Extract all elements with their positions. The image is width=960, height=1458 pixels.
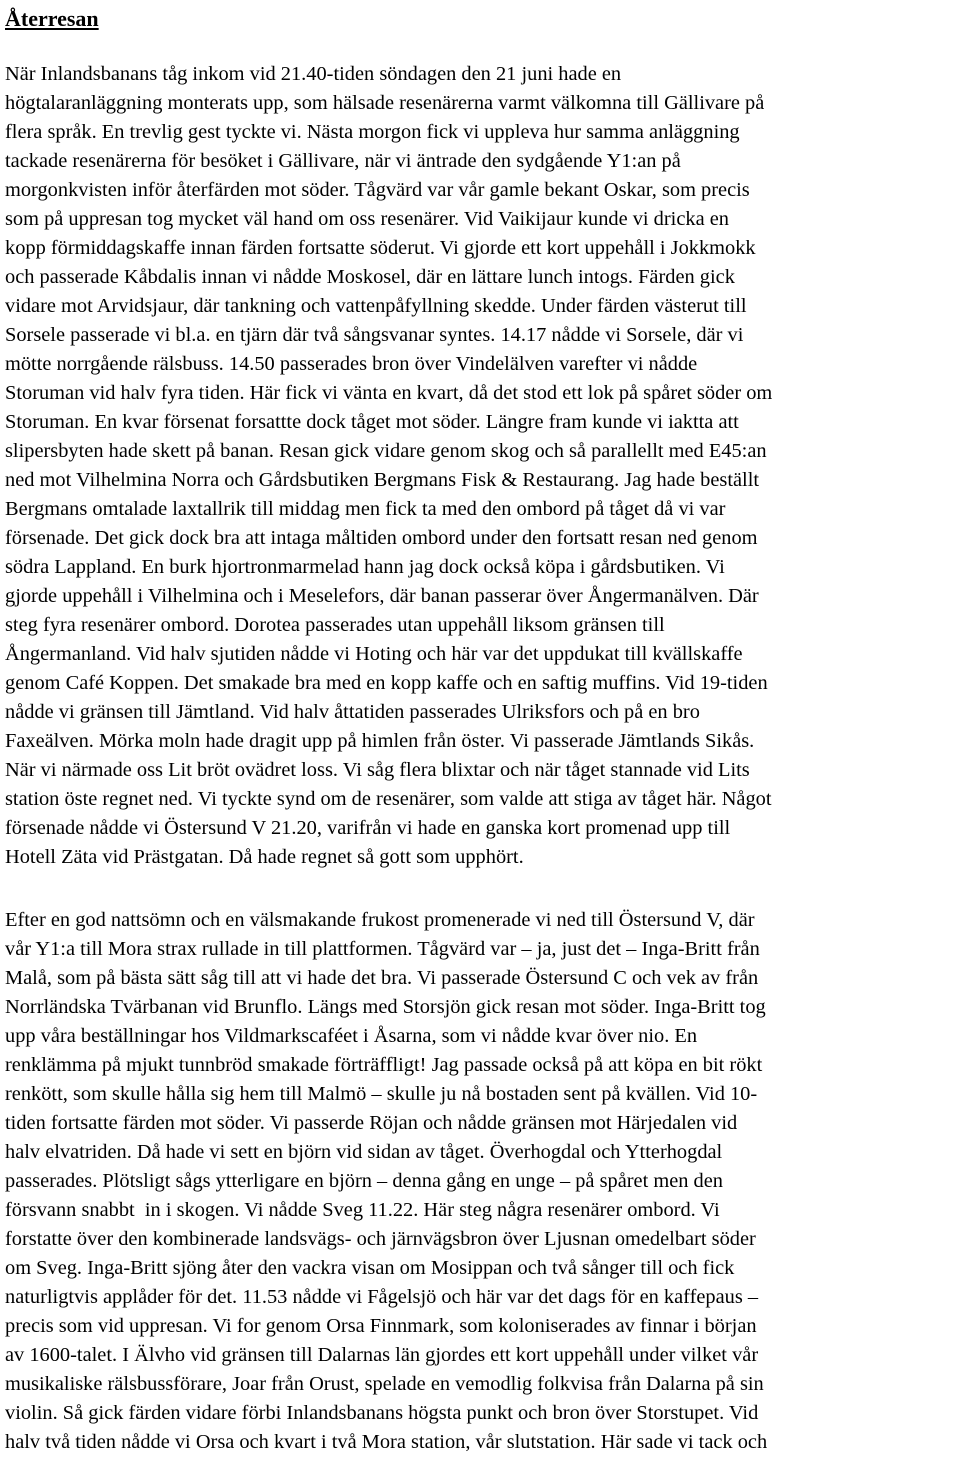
text-line: Ångermanland. Vid halv sjutiden nådde vi Hoting och här var det uppdukat till kvällskaffe <box>5 643 743 665</box>
document-title: Återresan <box>5 6 99 31</box>
text-line: försenade. Det gick dock bra att intaga måltiden ombord under den fortsatt resan ned genom <box>5 527 758 549</box>
paragraph-1 <box>5 60 957 872</box>
text-line: musikaliske rälsbussförare, Joar från Orust, spelade en vemodlig folkvisa från Dalarna på sin <box>5 1373 764 1395</box>
text-line: upp våra beställningar hos Vildmarkscaféet i Åsarna, som vi nådde kvar över nio. En <box>5 1025 698 1047</box>
text-line: station öste regnet ned. Vi tyckte synd om de resenärer, som valde att stiga av tåget här. Något <box>5 788 772 810</box>
text-line: nådde vi gränsen till Jämtland. Vid halv åttatiden passerades Ulriksfors och på en bro <box>5 701 700 723</box>
text-line: När Inlandsbanans tåg inkom vid 21.40-tiden söndagen den 21 juni hade en <box>5 63 622 85</box>
text-line: Malå, som på bästa sätt såg till att vi hade det bra. Vi passerade Östersund C och vek av från <box>5 967 759 989</box>
text-line: När vi närmade oss Lit bröt ovädret loss. Vi såg flera blixtar och när tåget stannade vid Lits <box>5 759 750 781</box>
text-line: naturligtvis applåder för det. 11.53 nådde vi Fågelsjö och här var det dags för en kaffepaus – <box>5 1286 759 1308</box>
text-line: flera språk. En trevlig gest tyckte vi. Nästa morgon fick vi uppleva hur samma anläggning <box>5 121 740 143</box>
text-line: ned mot Vilhelmina Norra och Gårdsbutiken Bergmans Fisk & Restaurang. Jag hade beställt <box>5 469 760 491</box>
text-line: Storuman vid halv fyra tiden. Här fick vi vänta en kvart, då det stod ett lok på spåret söder om <box>5 382 773 404</box>
text-line: tackade resenärerna för besöket i Gällivare, när vi äntrade den sydgående Y1:an på <box>5 150 681 172</box>
text-line: slipersbyten hade skett på banan. Resan gick vidare genom skog och så parallellt med E45:an <box>5 440 767 462</box>
text-line: Hotell Zäta vid Prästgatan. Då hade regnet så gott som upphört. <box>5 846 524 868</box>
text-line: Norrländska Tvärbanan vid Brunflo. Längs med Storsjön gick resan mot söder. Inga-Britt tog <box>5 996 766 1018</box>
text-line: Efter en god nattsömn och en välsmakande frukost promenerade vi ned till Östersund V, där <box>5 909 755 931</box>
text-line: södra Lappland. En burk hjortronmarmelad hann jag dock också köpa i gårdsbutiken. Vi <box>5 556 725 578</box>
text-line: försvann snabbt in i skogen. Vi nådde Sveg 11.22. Här steg några resenärer ombord. Vi <box>5 1199 720 1221</box>
text-line: vidare mot Arvidsjaur, där tankning och vattenpåfyllning skedde. Under färden västerut till <box>5 295 747 317</box>
text-line: genom Café Koppen. Det smakade bra med en kopp kaffe och en saftig muffins. Vid 19-tiden <box>5 672 768 694</box>
text-line: försenade nådde vi Östersund V 21.20, varifrån vi hade en ganska kort promenad upp till <box>5 817 731 839</box>
text-line: tiden fortsatte färden mot söder. Vi passerde Röjan och nådde gränsen mot Härjedalen vid <box>5 1112 738 1134</box>
text-line: och passerade Kåbdalis innan vi nådde Moskosel, där en lättare lunch intogs. Färden gick <box>5 266 735 288</box>
text-line: högtalaranläggning monterats upp, som hälsade resenärerna varmt välkomna till Gällivare på <box>5 92 765 114</box>
text-line: forstatte över den kombinerade landsvägs- och järnvägsbron över Ljusnan omedelbart söder <box>5 1228 756 1250</box>
text-line: halv två tiden nådde vi Orsa och kvart i två Mora station, vår slutstation. Här sade vi tack och <box>5 1431 768 1453</box>
text-line: kopp förmiddagskaffe innan färden fortsatte söderut. Vi gjorde ett kort uppehåll i Jokkmokk <box>5 237 756 259</box>
text-line: passerades. Plötsligt sågs ytterligare en björn – denna gång en unge – på spåret men den <box>5 1170 724 1192</box>
text-line: Sorsele passerade vi bl.a. en tjärn där två sångsvanar syntes. 14.17 nådde vi Sorsele, där vi <box>5 324 744 346</box>
text-line: av 1600-talet. I Älvho vid gränsen till Dalarnas län gjordes ett kort uppehåll under vilket vår <box>5 1344 759 1366</box>
text-line: halv elvatriden. Då hade vi sett en björn vid sidan av tåget. Överhogdal och Ytterhogdal <box>5 1141 723 1163</box>
paragraph-2 <box>5 906 957 1457</box>
text-line: om Sveg. Inga-Britt sjöng åter den vackra visan om Mosippan och två sånger till och fick <box>5 1257 735 1279</box>
text-line: renkött, som skulle hålla sig hem till Malmö – skulle ju nå bostaden sent på kvällen. Vid 10- <box>5 1083 758 1105</box>
text-line: steg fyra resenärer ombord. Dorotea passerades utan uppehåll liksom gränsen till <box>5 614 665 636</box>
text-line: gjorde uppehåll i Vilhelmina och i Meselefors, där banan passerar över Ångermanälven. Där <box>5 585 759 607</box>
text-line: morgonkvisten inför återfärden mot söder. Tågvärd var vår gamle bekant Oskar, som precis <box>5 179 750 201</box>
text-line: mötte norrgående rälsbuss. 14.50 passerades bron över Vindelälven varefter vi nådde <box>5 353 698 375</box>
text-line: precis som vid uppresan. Vi for genom Orsa Finnmark, som koloniserades av finnar i början <box>5 1315 757 1337</box>
text-line: Storuman. En kvar försenat forsattte dock tåget mot söder. Längre fram kunde vi iaktta att <box>5 411 739 433</box>
text-line: Bergmans omtalade laxtallrik till middag men fick ta med den ombord på tåget då vi var <box>5 498 726 520</box>
text-line: som på uppresan tog mycket väl hand om oss resenärer. Vid Vaikijaur kunde vi dricka en <box>5 208 729 230</box>
document-page <box>5 0 957 1458</box>
text-line: violin. Så gick färden vidare förbi Inlandsbanans högsta punkt och bron över Storstupet. Vid <box>5 1402 759 1424</box>
text-line: Faxeälven. Mörka moln hade dragit upp på himlen från öster. Vi passerade Jämtlands Sikås. <box>5 730 755 752</box>
text-line: renklämma på mjukt tunnbröd smakade förträffligt! Jag passade också på att köpa en bit rökt <box>5 1054 763 1076</box>
text-line: vår Y1:a till Mora strax rullade in till plattformen. Tågvärd var – ja, just det – Inga-Britt från <box>5 938 760 960</box>
